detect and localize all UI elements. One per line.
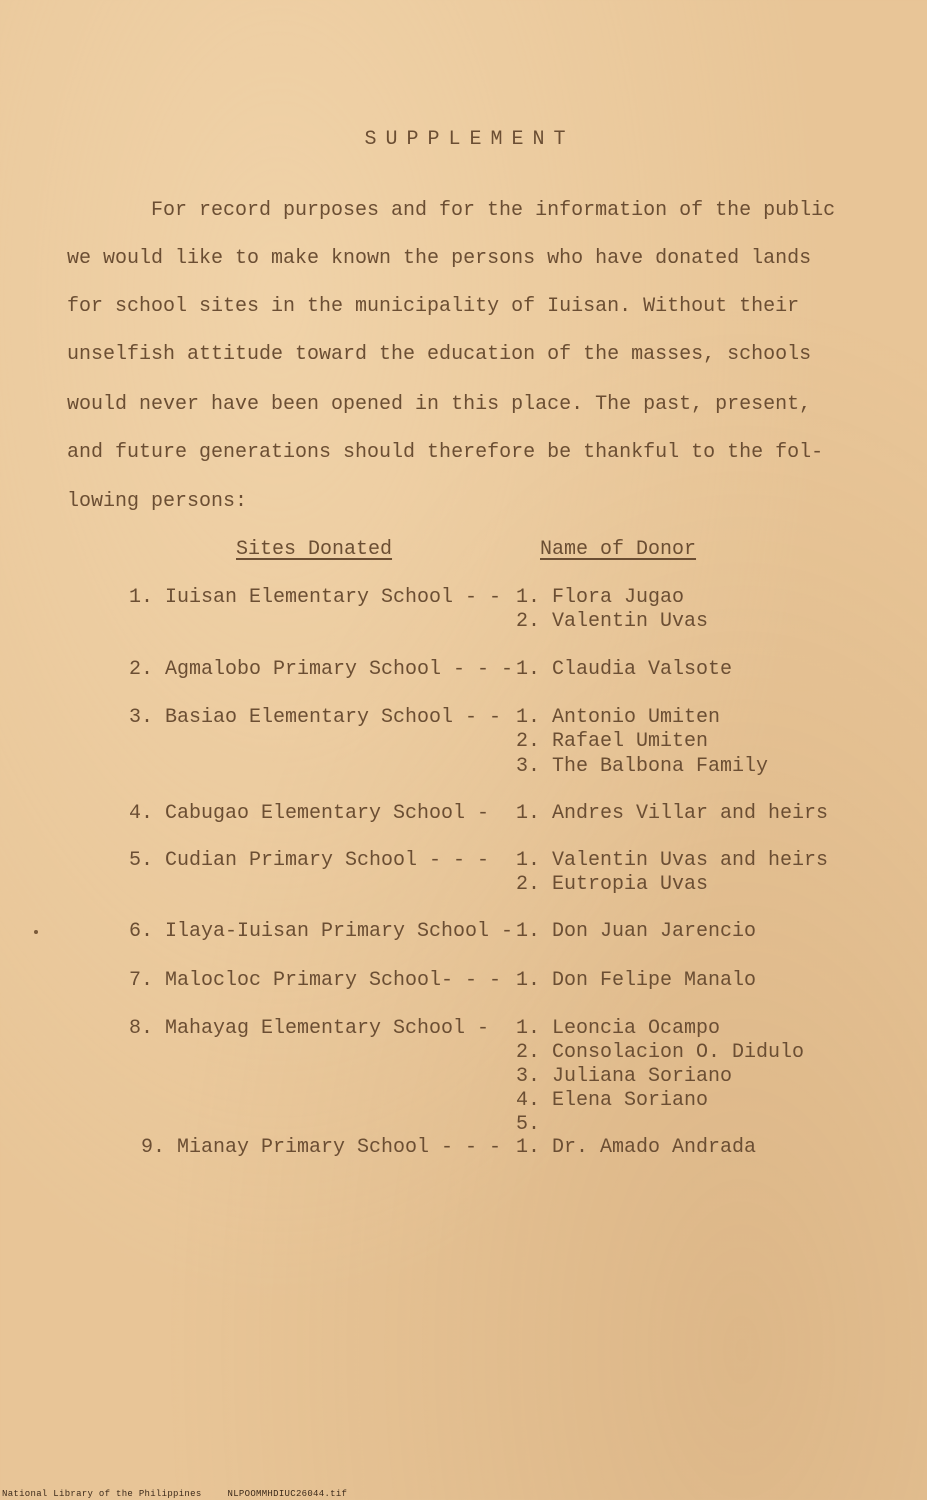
donor-entry: 4. Elena Soriano (516, 1089, 709, 1112)
donor-entry: 1. Don Juan Jarencio (516, 920, 757, 943)
donor-entry: 3. The Balbona Family (516, 755, 769, 778)
header-sites-donated: Sites Donated (236, 538, 393, 561)
donor-entry: 1. Flora Jugao (516, 586, 685, 609)
page-title: SUPPLEMENT (364, 128, 575, 151)
site-entry: 6. Ilaya-Iuisan Primary School - (129, 920, 514, 943)
intro-line: we would like to make known the persons who have donated lands (67, 247, 812, 270)
donor-entry: 1. Don Felipe Manalo (516, 969, 757, 992)
site-entry: 2. Agmalobo Primary School - - - (129, 658, 514, 681)
site-entry: 3. Basiao Elementary School - - (129, 706, 514, 729)
paper-speck (34, 930, 38, 934)
intro-line: for school sites in the municipality of Iuisan. Without their (67, 295, 800, 318)
intro-line: would never have been opened in this place. The past, present, (67, 393, 812, 416)
site-entry: 9. Mianay Primary School - - - (141, 1136, 514, 1159)
header-name-of-donor: Name of Donor (540, 538, 697, 561)
file-name: NLPOOMMHDIUC26044.tif (227, 1489, 348, 1499)
intro-line: lowing persons: (67, 490, 248, 513)
donor-entry: 1. Valentin Uvas and heirs (516, 849, 829, 872)
donor-entry: 1. Antonio Umiten (516, 706, 721, 729)
donor-entry: 3. Juliana Soriano (516, 1065, 733, 1088)
intro-line: and future generations should therefore be thankful to the fol- (67, 441, 824, 464)
donor-entry: 2. Eutropia Uvas (516, 873, 709, 896)
library-label: National Library of the Philippines (2, 1489, 202, 1499)
donor-entry: 2. Consolacion O. Didulo (516, 1041, 805, 1064)
site-entry: 8. Mahayag Elementary School - (129, 1017, 514, 1040)
donor-entry: 2. Rafael Umiten (516, 730, 709, 753)
donor-entry: 1. Leoncia Ocampo (516, 1017, 721, 1040)
donor-entry: 2. Valentin Uvas (516, 610, 709, 633)
donor-entry: 1. Claudia Valsote (516, 658, 733, 681)
donor-entry: 1. Dr. Amado Andrada (516, 1136, 757, 1159)
intro-line: For record purposes and for the information of the public (151, 199, 836, 222)
site-entry: 4. Cabugao Elementary School - (129, 802, 514, 825)
scan-footer (2, 1489, 373, 1499)
donor-entry: 1. Andres Villar and heirs (516, 802, 829, 825)
site-entry: 1. Iuisan Elementary School - - (129, 586, 514, 609)
intro-line: unselfish attitude toward the education of the masses, schools (67, 343, 812, 366)
site-entry: 7. Malocloc Primary School- - - (129, 969, 514, 992)
site-entry: 5. Cudian Primary School - - - (129, 849, 514, 872)
donor-entry: 5. (516, 1113, 541, 1136)
